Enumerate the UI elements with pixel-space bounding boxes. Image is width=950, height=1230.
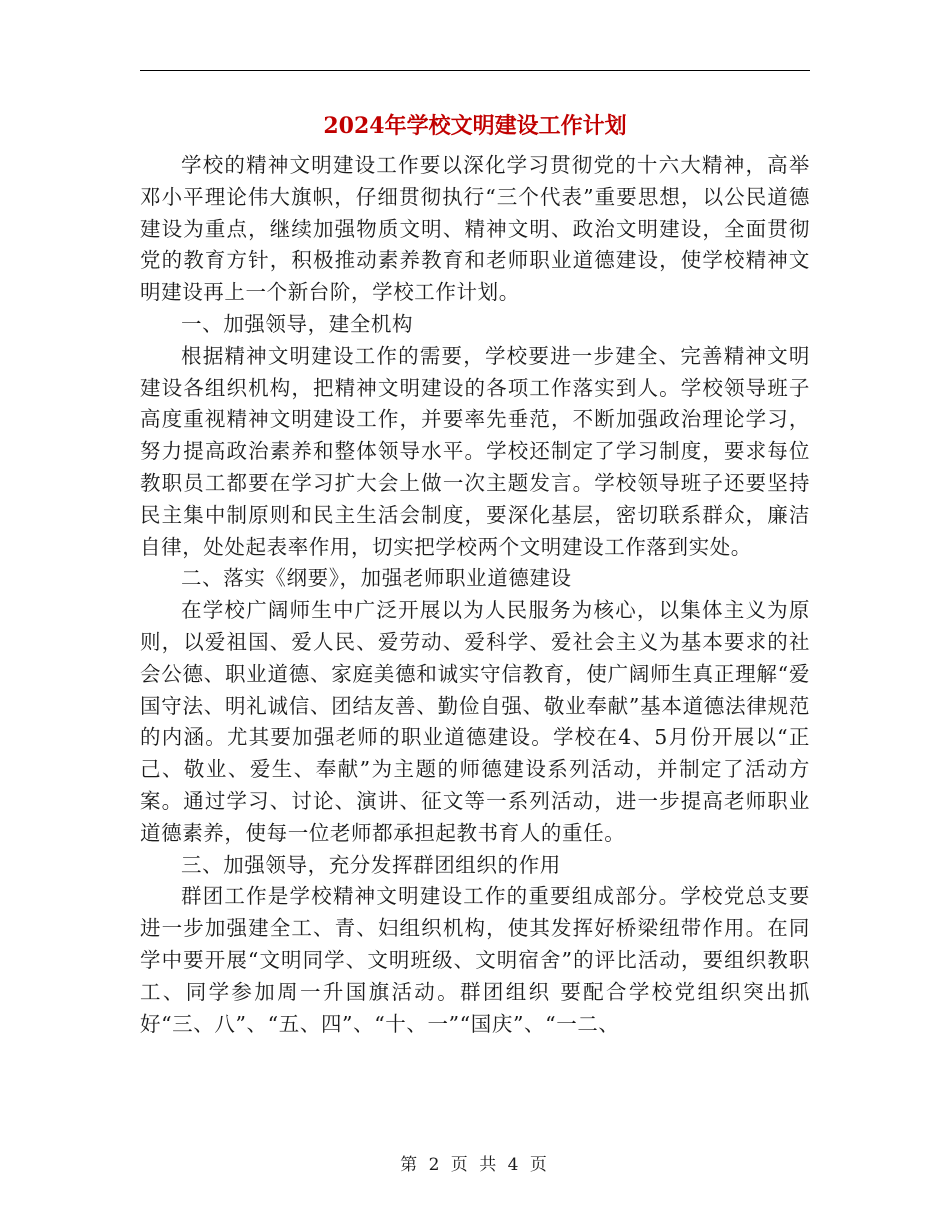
header-rule xyxy=(140,70,810,71)
page-number-footer: 第 2 页 共 4 页 xyxy=(400,1155,550,1175)
paragraph-section-3: 群团工作是学校精神文明建设工作的重要组成部分。学校党总支要进一步加强建全工、青、妇组织机构，使其发挥好桥梁纽带作用。在同学中要开展“文明同学、文明班级、文明宿舍”的评比活动，要组织教职工、同学参加周一升国旗活动。群团组织 要配合学校党组织突出抓好“三、八”、“五、四”、“十、一”“国庆”、“一二、 xyxy=(140,884,810,1036)
paragraph-section-1: 根据精神文明建设工作的需要，学校要进一步建全、完善精神文明建设各组织机构，把精神文明建设的各项工作落实到人。学校领导班子高度重视精神文明建设工作，并要率先垂范，不断加强政治理论学习，努力提高政治素养和整体领导水平。学校还制定了学习制度，要求每位教职员工都要在学习扩大会上做一次主题发言。学校领导班子还要坚持民主集中制原则和民主生活会制度，要深化基层，密切联系群众，廉洁自律，处处起表率作用，切实把学校两个文明建设工作落到实处。 xyxy=(140,343,810,559)
document-title: 2024年学校文明建设工作计划 xyxy=(323,113,627,139)
section-heading-1: 一、加强领导，建全机构 xyxy=(181,311,414,336)
document-body xyxy=(140,150,810,1040)
paragraph-intro: 学校的精神文明建设工作要以深化学习贯彻党的十六大精神，高举邓小平理论伟大旗帜，仔细贯彻执行“三个代表”重要思想，以公民道德建设为重点，继续加强物质文明、精神文明、政治文明建设，全面贯彻党的教育方针，积极推动素养教育和老师职业道德建设，使学校精神文明建设再上一个新台阶，学校工作计划。 xyxy=(140,153,810,305)
section-heading-3: 三、加强领导，充分发挥群团组织的作用 xyxy=(181,852,561,877)
section-heading-2: 二、落实《纲要》，加强老师职业道德建设 xyxy=(181,566,572,591)
paragraph-section-2: 在学校广阔师生中广泛开展以为人民服务为核心，以集体主义为原则，以爱祖国、爱人民、爱劳动、爱科学、爱社会主义为基本要求的社会公德、职业道德、家庭美德和诚实守信教育，使广阔师生真正理解“爱国守法、明礼诚信、团结友善、勤俭自强、敬业奉献”基本道德法律规范的内涵。尤其要加强老师的职业道德建设。学校在4、5月份开展以“正己、敬业、爱生、奉献”为主题的师德建设系列活动，并制定了活动方案。通过学习、讨论、演讲、征文等一系列活动，进一步提高老师职业道德素养，使每一位老师都承担起教书育人的重任。 xyxy=(140,598,810,845)
